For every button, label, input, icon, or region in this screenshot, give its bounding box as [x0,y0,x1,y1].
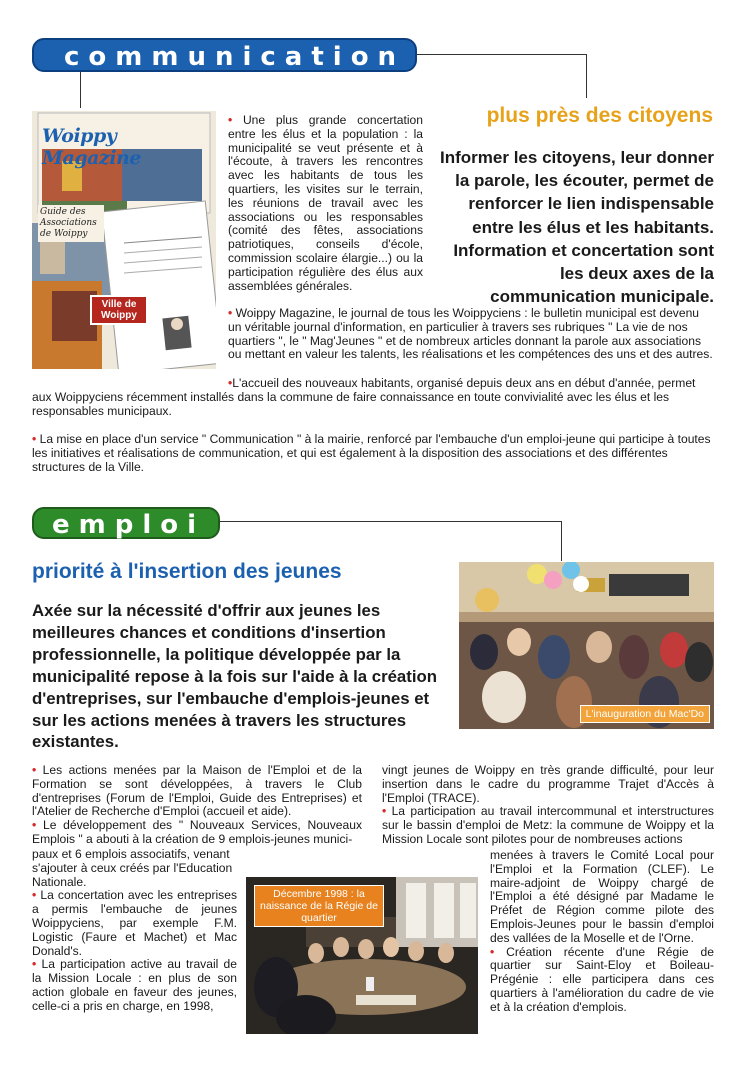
emploi-lead: Axée sur la nécessité d'offrir aux jeunes les meilleures chances et conditions d'insertion professionnelle, la politique développée par la municipalité repose à la fois sur l'aide à la création d'entreprises, sur l'embauche d'emplois-jeunes et sur les actions menées à travers les structures existantes. [32,601,438,752]
magazine-collage-image [32,111,216,369]
emploi-right-paragraph-1: vingt jeunes de Woippy en très grande difficulté, pour leur insertion dans le cadre du programme Trajet d'Accès à l'Emploi (TRACE). [382,763,714,805]
emploi-left-paragraph-2: • Le développement des " Nouveaux Services, Nouveaux Emplois " a abouti à la création de 9 emplois-jeunes munici- [32,818,362,846]
emploi-left-column-narrow [32,848,237,1014]
communication-lead: Informer les citoyens, leur donner la parole, les écouter, permet de renforcer le lien indispensable entre les élus et les habitants. Information et concertation sont les deux axes de la communication municipale. [440,148,714,307]
divider-line [417,54,587,55]
guide-associations-label: Guide des Associations de Woippy [38,205,104,242]
emploi-left-paragraph-1: • Les actions menées par la Maison de l'Emploi et de la Formation se sont développées, à travers le Club d'entreprises (Forum de l'Emploi, Guide des Entreprises) et l'Atelier de Recherche d'Emploi (accueil et aide). [32,763,362,819]
emploi-right-paragraph-3: • Création récente d'une Régie de quartier sur Saint-Eloy et Boileau-Prégénie : elle participera dans ces quartiers à l'amélioration du cadre de vie et à la création d'emplois. [490,944,714,1014]
macdo-inauguration-art [459,562,714,729]
communication-text-3: L'accueil des nouveaux habitants, organisé depuis deux ans en début d'année, permet aux Woippyciens récemment installés dans la commune de faire connaissance en toute convivialité avec les élus et les responsables municipaux. [32,376,696,418]
regie-quartier-photo [246,877,478,1034]
emploi-left-paragraph-3: • La concertation avec les entreprises a permis l'embauche de jeunes Woippyciens, par exemple F.M. Logistic (Faure et Machet) et Mac Donald's. [32,888,237,958]
communication-text-4: La mise en place d'un service " Communication " à la mairie, renforcé par l'embauche d'un emploi-jeune qui participe à toutes les initiatives et réalisations de communication, et qui est également à la disposition des associations et des différentes structures de la Ville. [32,432,711,474]
communication-text-1: Une plus grande concertation entre les élus et la population : la municipalité se veut présente et à l'écoute, à travers les rencontres avec les habitants de tous les quartiers, les visites sur le terrain, les réunions de travail avec les associations ou les responsables (comité des fêtes, associations patriotiques, conseils d'école, commission scolaire élargie...) ou la participation régulière des élus aux assemblées générales. [228,113,423,293]
emploi-left-paragraph-2-cont: paux et 6 emplois associatifs, venant s'ajouter à ceux créés par l'Education Nationale. [32,847,233,889]
emploi-banner: emploi [32,507,220,539]
communication-paragraph-3: •L'accueil des nouveaux habitants, organisé depuis deux ans en début d'année, permet aux Woippyciens récemment installés dans la commune de faire connaissance en toute convivialité avec les élus et les responsables municipaux. [32,376,696,418]
emploi-right-paragraph-2-cont: menées à travers le Comité Local pour l'Emploi et la Formation (CLEF). Le maire-adjoint de Woippy chargé de l'Emploi a été désigné par Madame le Préfet de Région comme pilote des Emplois-Jeunes pour le bassin d'emploi des vallées de la Moselle et de l'Orne. [490,848,714,945]
regie-photo-caption: Décembre 1998 : la naissance de la Régie de quartier [254,885,384,927]
macdo-inauguration-photo [459,562,714,729]
emploi-right-column [382,764,714,847]
emploi-right-paragraph-2: • La participation au travail intercommunal et interstructures sur le bassin d'emploi de Metz: la commune de Woippy et la Mission Locale sont pilotes pour de nombreuses actions [382,804,714,846]
emploi-right-column-narrow [490,849,714,1015]
communication-paragraph-2: • Woippy Magazine, le journal de tous les Woippyciens : le bulletin municipal est devenu un véritable journal d'information, en particulier à travers ses rubriques " La vie de nos quartiers ", le " Mag'Jeunes " et de nombreux articles donnant la parole aux associations ou mettant en valeur les talents, les réalisations et les compétences des uns et des autres. [228,306,713,362]
communication-banner: communication [32,38,417,72]
magazine-title: Woippy Magazine [42,125,141,169]
macdo-photo-caption: L'inauguration du Mac'Do [580,705,710,723]
communication-subtitle: plus près des citoyens [486,104,713,127]
divider-line [586,54,587,98]
emploi-subtitle: priorité à l'insertion des jeunes [32,560,342,583]
communication-paragraph-4: • La mise en place d'un service " Communication " à la mairie, renforcé par l'embauche d'un emploi-jeune qui participe à toutes les initiatives et réalisations de communication, et qui est également à la disposition des associations et des différentes structures de la Ville. [32,432,711,474]
emploi-left-paragraph-4: • La participation active au travail de la Mission Locale : en plus de son action globale en faveur des jeunes, celle-ci a pris en charge, en 1998, [32,957,237,1013]
divider-line [561,521,562,561]
communication-paragraph-1: • Une plus grande concertation entre les élus et la population : la municipalité se veut présente et à l'écoute, à travers les rencontres avec les habitants de tous les quartiers, les visites sur le terrain, les réunions de travail avec les associations ou les responsables (comité des fêtes, associations patriotiques, conseils d'école, commission scolaire élargie...) ou la participation régulière des élus aux assemblées générales. [228,113,423,293]
divider-line [80,72,81,108]
ville-de-woippy-badge: Ville de Woippy [90,295,148,325]
divider-line [220,521,562,522]
communication-text-2: Woippy Magazine, le journal de tous les Woippyciens : le bulletin municipal est devenu un véritable journal d'information, en particulier à travers ses rubriques " La vie de nos quartiers ", le " Mag'Jeunes " et de nombreux articles donnant la parole aux associations ou mettant en valeur les talents, les réalisations et les compétences des uns et des autres. [228,306,713,362]
emploi-left-column [32,764,362,847]
